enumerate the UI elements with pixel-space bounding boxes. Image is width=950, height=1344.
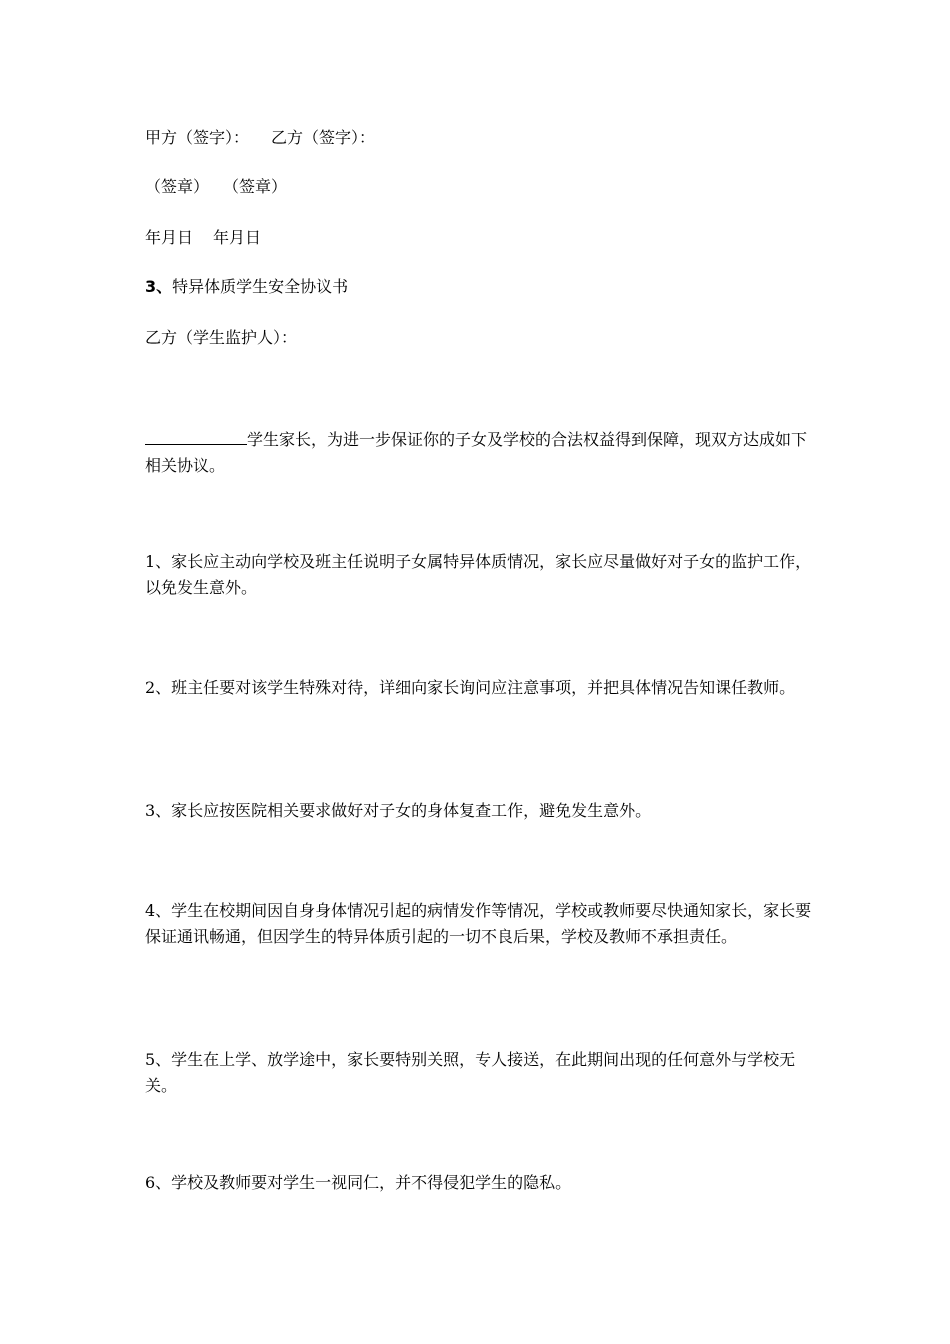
section-title: 特异体质学生安全协议书 <box>172 277 349 296</box>
seal-line <box>145 174 815 200</box>
section-heading <box>145 274 815 300</box>
party-b-signature-label: 乙方（签字）： <box>271 128 376 147</box>
party-b-date: 年月日 <box>213 228 262 247</box>
signature-line <box>145 125 815 151</box>
intro-paragraph <box>145 427 815 479</box>
section-number: 3、 <box>145 277 173 296</box>
party-b-guardian-label: 乙方（学生监护人）： <box>145 328 298 347</box>
party-a-seal-label: （签章） <box>145 177 210 196</box>
party-a-signature-label: 甲方（签字）： <box>145 128 250 147</box>
clause-2: 2、班主任要对该学生特殊对待，详细向家长询问应注意事项，并把具体情况告知课任教师。 <box>145 678 796 697</box>
party-b-seal-label: （签章） <box>223 177 288 196</box>
clause-4: 4、学生在校期间因自身身体情况引起的病情发作等情况，学校或教师要尽快通知家长，家长要保证通讯畅通，但因学生的特异体质引起的一切不良后果，学校及教师不承担责任。 <box>145 901 812 946</box>
clause-6: 6、学校及教师要对学生一视同仁，并不得侵犯学生的隐私。 <box>145 1173 572 1192</box>
date-line <box>145 225 815 251</box>
clause-1: 1、家长应主动向学校及班主任说明子女属特异体质情况，家长应尽量做好对子女的监护工作，以免发生意外。 <box>145 552 812 597</box>
clause-5: 5、学生在上学、放学途中，家长要特别关照，专人接送，在此期间出现的任何意外与学校无关。 <box>145 1050 796 1095</box>
intro-text: 学生家长，为进一步保证你的子女及学校的合法权益得到保障，现双方达成如下相关协议。 <box>145 430 808 475</box>
party-a-date: 年月日 <box>145 228 194 247</box>
name-blank <box>145 428 247 445</box>
clause-3: 3、家长应按医院相关要求做好对子女的身体复查工作，避免发生意外。 <box>145 801 652 820</box>
